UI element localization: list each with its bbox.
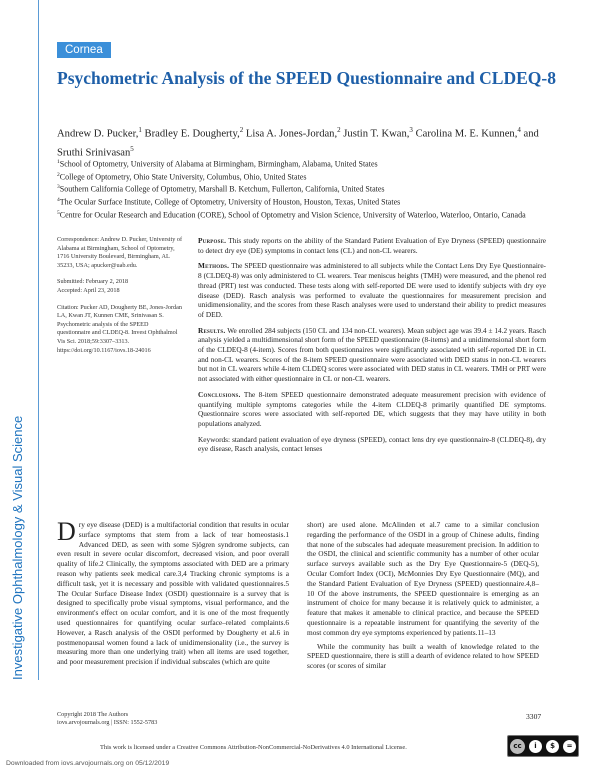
author-name: Carolina M. E. Kunnen, (415, 128, 518, 140)
license-text: This work is licensed under a Creative Commons Attribution-NonCommercial-NoDerivatives 4.0 International License. (100, 744, 407, 751)
article-title: Psychometric Analysis of the SPEED Questionnaire and CLDEQ-8 (57, 68, 556, 88)
abstract-purpose-label: Purpose. (198, 236, 227, 245)
author-name: Lisa A. Jones-Jordan, (245, 128, 338, 140)
author-affil-ref: 2 (239, 126, 244, 134)
affiliation-item (57, 170, 557, 183)
abstract-results (198, 326, 546, 384)
affiliation-number: 3 (57, 184, 60, 191)
affiliation-number: 5 (57, 209, 60, 216)
affiliation-number: 1 (57, 159, 60, 165)
copyright-block (57, 711, 157, 728)
abstract-methods (198, 261, 546, 319)
author-name: Bradley E. Dougherty, (144, 128, 240, 140)
abstract-purpose-text: This study reports on the ability of the Standard Patient Evaluation of Eye Dryness (SPEED) questionnaire to detect dry eye (DE) symptoms in contact lens (CL) and non-CL wearers. (198, 236, 546, 255)
abstract-conclusions-label: Conclusions. (198, 389, 241, 399)
journal-side-rule (38, 0, 39, 680)
body-paragraph (57, 517, 289, 667)
keywords: Keywords: standard patient evaluation of eye dryness (SPEED), contact lens dry eye questionnaire-8 (CLDEQ-8), dry eye disease, Rasch analysis, contact lenses (198, 434, 546, 454)
affiliation-list (57, 157, 557, 220)
affiliation-item (57, 182, 557, 195)
author-affil-ref: 1 (138, 126, 142, 134)
body-column-right (307, 520, 539, 675)
citation: Citation: Pucker AD, Dougherty BE, Jones-Jordan LA, Kwan JT, Kunnen CME, Srinivasan S. Psychometric analysis of the SPEED questionnaire and CLDEQ-8. Invest Ophthalmol Vis Sci. 2018;59:3307–3313. https://doi.org/10.1167/iovs.18-24016 (57, 303, 182, 354)
abstract-conclusions (198, 390, 546, 429)
journal-site-issn: iovs.arvojournals.org | ISSN: 1552-5783 (57, 719, 158, 727)
by-icon: i (529, 740, 542, 753)
abstract-methods-text: The SPEED questionnaire was administered to all subjects while the Contact Lens Dry Eye Questionnaire-8 (CLDEQ-8) was only administered to CL wearers. Tear meniscus heights (TMH) were measured, and the phenol red thread (PRT) test was conducted. These tests along with self-reported DE were used to identify subjects with dry eye disease (DED). Rasch analysis was performed to evaluate the questionnaires for measurement precision and unidimensionality, and the scores from these Rasch analyses were used to understand their ability to predict measures of DED. (198, 261, 546, 319)
journal-name-vertical-container (6, 380, 36, 680)
abstract (198, 236, 546, 460)
body-paragraph: short) are used alone. McAlinden et al.7 came to a similar conclusion regarding the performance of the OSDI in a group of Chinese adults, finding that none of the subscales had adequate measurement precision. In addition to the OSDI, the clinical and scientific community has a number of other ocular surface surveys available such as the Dry Eye Questionnaire-5 (DEQ-5), Ocular Comfort Index (OCI), McMonnies Dry Eye Questionnaire (MQ), and the Standard Patient Evaluation of Eye Dryness (SPEED) questionnaire.4,8–10 Of the above instruments, the SPEED questionnaire is emerging as an instrument of choice for many because it is relatively quick to administer, a feature that makes it amenable to clinical practice, and because the SPEED questionnaire is a repeatable instrument for quantifying the severity of the most common dry eye symptoms experienced by patients.11–13 (307, 520, 539, 637)
nd-icon: = (563, 740, 576, 753)
affiliation-text: College of Optometry, Ohio State University, Columbus, Ohio, United States (59, 172, 307, 182)
author-affil-ref: 3 (409, 126, 413, 134)
drop-cap: D (57, 517, 76, 546)
section-label: Cornea (57, 42, 111, 58)
affiliation-item (57, 157, 557, 170)
affiliation-text: School of Optometry, University of Alabama at Birmingham, Birmingham, Alabama, United States (59, 159, 378, 169)
affiliation-item (57, 208, 557, 221)
affiliation-item (57, 195, 557, 208)
affiliation-number: 2 (57, 171, 60, 178)
author-affil-ref: 4 (517, 126, 521, 134)
article-meta-column (57, 236, 183, 363)
correspondence: Correspondence: Andrew D. Pucker, University of Alabama at Birmingham, School of Optometry, 1716 University Boulevard, Birmingham, AL 35233, USA; apucker@uab.edu. (57, 236, 183, 269)
affiliation-text: Centre for Ocular Research and Education (CORE), School of Optometry and Vision Science, University of Waterloo, Waterloo, Ontario, Canada (59, 210, 526, 220)
body-column-left (57, 517, 289, 671)
journal-name-vertical: Investigative Ophthalmology & Visual Science (10, 415, 25, 680)
abstract-results-text: We enrolled 284 subjects (150 CL and 134 non-CL wearers). Mean subject age was 39.4 ± 14.2 years. Rasch analysis yielded a multidimensional short form of the SPEED questionnaire (8-items) and a unidimensional short form of the CLDEQ-8 (4-item). Scores from both questionnaires were significantly associated with self-reported DE in CL and non-CL wearers. Scores of the 8-item SPEED questionnaire were associated with DED status in non-CL wearers but not in CL wearers while 4-item CLDEQ scores were associated with DED status in CL wearers. TMH or PRT were not associated with either questionnaire in CL or non-CL wearers. (198, 325, 546, 384)
abstract-purpose (198, 236, 546, 255)
accepted-date: Accepted: April 23, 2018 (57, 286, 120, 294)
affiliation-number: 4 (57, 196, 60, 203)
submitted-date: Submitted: February 2, 2018 (57, 278, 129, 286)
affiliation-text: The Ocular Surface Institute, College of Optometry, University of Houston, Houston, Texas, United States (59, 197, 401, 207)
abstract-results-label: Results. (198, 325, 226, 335)
author-name: Andrew D. Pucker, (57, 128, 139, 140)
body-text: ry eye disease (DED) is a multifactorial condition that results in ocular surface symptoms that stem from a lack of tear homeostasis.1 Advanced DED, as seen with some Sjögren syndrome subjects, can even result in severe ocular discomfort, decreased vision, and poor overall quality of life.2 Clinically, the symptoms associated with DED are a primary reason why patients seek medical care.3,4 Tracking chronic symptoms is a difficult task, yet it is necessary and possible with validated questionnaires.5 The Ocular Surface Disease Index (OSDI) questionnaire is a survey that is designed to specifically probe visual symptoms, visual performance, and the environment's effect on ocular comfort, and it is one of the most frequently used questionnaires for quantifying ocular surface–related complaints.6 However, a Rasch analysis of the OSDI performed by Dougherty et al.6 in postmenopausal women found a lack of unidimensionality (i.e., the survey is measuring more than one underlying trait) when all items are used together, and poor measurement precision if individual subscales (which are quite (57, 520, 289, 667)
body-paragraph: While the community has built a wealth of knowledge related to the SPEED questionnaire, there is still a dearth of evidence related to how SPEED scores (or scores of similar (307, 641, 539, 671)
abstract-methods-label: Methods. (198, 261, 230, 271)
copyright-text: Copyright 2018 The Authors (57, 711, 129, 718)
author-affil-ref: 5 (130, 144, 134, 153)
dates (57, 278, 183, 295)
author-affil-ref: 2 (337, 126, 341, 134)
author-list (57, 123, 557, 160)
affiliation-text: Southern California College of Optometry, Marshall B. Ketchum, Fullerton, California, United States (59, 184, 385, 194)
author-name: Justin T. Kwan, (343, 128, 410, 140)
author-name: and Sruthi Srinivasan (57, 128, 539, 159)
abstract-conclusions-text: The 8-item SPEED questionnaire demonstrated adequate measurement precision with evidence of quantifying multiple symptoms categories while the 4-item CLDEQ-8 primarily quantified DE symptoms. Questionnaire scores were associated with self-reported DE, which suggests that they may have utility in both populations analyzed. (198, 389, 546, 428)
nc-icon: $ (546, 740, 559, 753)
cc-icon: cc (510, 739, 525, 754)
download-notice: Downloaded from iovs.arvojournals.org on 05/12/2019 (6, 760, 170, 767)
page-number: 3307 (526, 712, 542, 721)
cc-license-badge[interactable] (507, 735, 579, 757)
